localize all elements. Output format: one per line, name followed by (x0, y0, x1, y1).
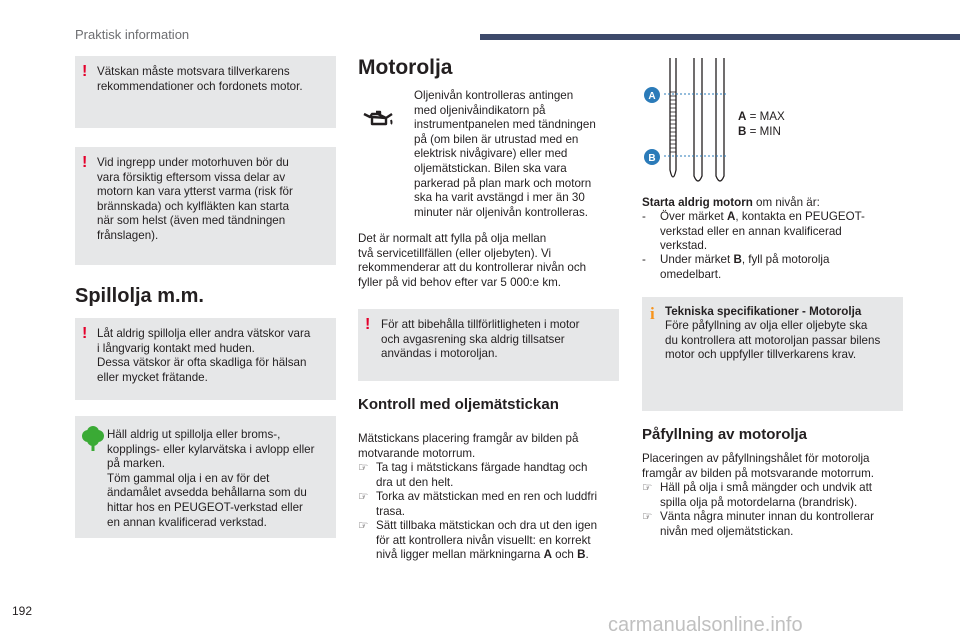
info-title: Tekniska specifikationer - Motorolja (665, 305, 862, 318)
heading-motorolja: Motorolja (358, 56, 453, 79)
header-bar (480, 34, 960, 40)
eco-text: Häll aldrig ut spillolja eller broms-, kopplings- eller kylarvätska i avlopp eller på marken. Töm gammal olja i en av för det ändamålet avsedda behållarna som du hittar hos en PEUGEOT-verkstad eller en annan kvalificerad verkstad. (107, 428, 315, 529)
heading-spillolja: Spillolja m.m. (75, 285, 204, 307)
dipstick-step-3: ☞ Sätt tillbaka mätstickan och dra ut den igen för att kontrollera nivån visuellt: en korrekt nivå ligger mellan märkningarna A och B. (358, 519, 598, 562)
warning-text-additives: För att bibehålla tillförlitligheten i motor och avgasrening ska aldrig tillsatser användas i motoroljan. (381, 318, 580, 361)
bullet-marker: ☞ (358, 461, 369, 474)
dipstick-illustration (642, 58, 732, 186)
heading-refill: Påfyllning av motorolja (642, 426, 808, 443)
warning-icon: ! (82, 325, 88, 342)
warning-text-hood: Vid ingrepp under motorhuven bör du vara försiktig eftersom vissa delar av motorn kan vara ytterst varma (risk för brännskada) och kylfläkten kan starta när som helst (även med tändningen frånslagen). (97, 156, 293, 242)
oil-normal-text: Det är normalt att fylla på olja mellan två servicetillfällen (eller oljebyten). Vi rekommenderar att du kontrollerar nivån och fyller på vid behov efter var 5 000:e km. (358, 232, 587, 289)
watermark: carmanualsonline.info (608, 614, 803, 636)
dipstick-intro: Mätstickans placering framgår av bilden på motvarande motorrum. (358, 432, 579, 460)
bullet-marker: ☞ (642, 510, 653, 523)
refill-step-2: ☞ Vänta några minuter innan du kontrollerar nivån med oljemätstickan. (642, 510, 874, 538)
refill-intro: Placeringen av påfyllningshålet för motorolja framgår av bilden på motsvarande motorrum. (642, 452, 874, 480)
never-start-item-1: - Över märket A, kontakta en PEUGEOT- verkstad eller en annan kvalificerad verkstad. (642, 210, 865, 253)
bullet-marker: ☞ (642, 481, 653, 494)
warning-icon: ! (82, 63, 88, 80)
section-title: Praktisk information (75, 27, 190, 42)
legend-b: B = MIN (738, 125, 781, 138)
warning-icon: ! (82, 154, 88, 171)
tree-icon (80, 426, 106, 452)
heading-dipstick: Kontroll med oljemätstickan (358, 396, 559, 413)
legend-a: A = MAX (738, 110, 785, 123)
bullet-marker: ☞ (358, 490, 369, 503)
refill-step-1: ☞ Häll på olja i små mängder och undvik att spilla olja på motordelarna (brandrisk). (642, 481, 873, 509)
warning-text-skin: Låt aldrig spillolja eller andra vätskor vara i långvarig kontakt med huden. Dessa vätskor är ofta skadliga för hälsan eller mycket frätande. (97, 327, 311, 384)
marker-a-label: A (648, 91, 656, 102)
dipstick-step-1: ☞ Ta tag i mätstickans färgade handtag och dra ut den helt. (358, 461, 588, 489)
bullet-marker: ☞ (358, 519, 369, 532)
never-start-line: Starta aldrig motorn om nivån är: (642, 196, 820, 209)
info-icon: i (650, 304, 655, 323)
dipstick-step-2: ☞ Torka av mätstickan med en ren och luddfri trasa. (358, 490, 598, 518)
warning-icon: ! (365, 316, 371, 333)
oil-intro-text: Oljenivån kontrolleras antingen med oljenivåindikatorn på instrumentpanelen med tändningen på (om bilen är utrustad med en elektrisk nivågivare) eller med oljemätstickan. Bilen ska vara parkerad på plan mark och motorn ska ha varit avstängd i mer än 30 minuter när oljenivån kontrolleras. (414, 89, 596, 219)
warning-text-fluid: Vätskan måste motsvara tillverkarens rekommendationer och fordonets motor. (97, 65, 303, 93)
info-text: Före påfyllning av olja eller oljebyte ska du kontrollera att motoroljan passar bilens motor och uppfyller tillverkarens krav. (665, 319, 881, 362)
never-start-item-2: - Under märket B, fyll på motorolja omedelbart. (642, 253, 830, 281)
oil-can-icon (362, 108, 394, 130)
page-number: 192 (12, 604, 33, 618)
marker-b-label: B (648, 153, 656, 164)
